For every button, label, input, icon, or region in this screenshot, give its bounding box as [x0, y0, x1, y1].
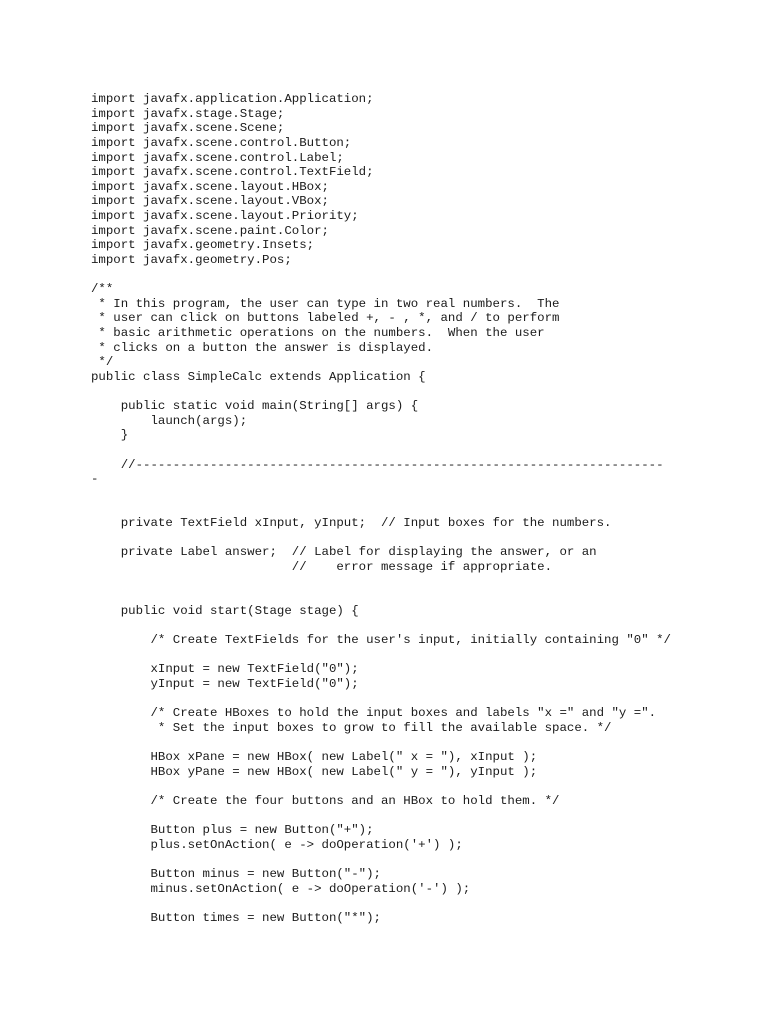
code-line: Button minus = new Button("-");: [91, 867, 381, 882]
code-line: private Label answer; // Label for displaying the answer, or an: [91, 545, 597, 560]
code-line: [91, 575, 671, 590]
code-line: import javafx.scene.layout.Priority;: [91, 209, 359, 223]
code-line: [91, 809, 671, 824]
code-line: [91, 896, 671, 911]
code-line: launch(args);: [91, 413, 248, 428]
code-line: yInput = new TextField("0");: [91, 677, 359, 691]
code-line: [91, 853, 671, 868]
code-line: public static void main(String[] args) {: [91, 399, 419, 414]
code-line: [91, 589, 671, 604]
code-line: [91, 487, 671, 502]
code-line: /**: [91, 282, 114, 297]
code-line: import javafx.scene.control.TextField;: [91, 165, 374, 180]
code-line: * Set the input boxes to grow to fill the available space. */: [91, 720, 612, 735]
code-line: [91, 502, 671, 517]
code-line: }: [91, 428, 129, 443]
code-line: import javafx.application.Application;: [91, 92, 374, 106]
code-line: import javafx.scene.paint.Color;: [91, 223, 329, 238]
code-line: //-----------------------------------------------------------------------: [91, 457, 664, 472]
code-block: [91, 92, 671, 926]
code-line: Button plus = new Button("+");: [91, 823, 374, 838]
code-line: import javafx.geometry.Insets;: [91, 238, 315, 253]
code-line: // error message if appropriate.: [91, 560, 553, 574]
code-line: /* Create the four buttons and an HBox to hold them. */: [91, 794, 560, 808]
code-line: xInput = new TextField("0");: [91, 662, 359, 677]
code-line: */: [91, 355, 114, 370]
code-line: * basic arithmetic operations on the numbers. When the user: [91, 326, 545, 340]
code-line: HBox yPane = new HBox( new Label(" y = "), yInput );: [91, 764, 538, 779]
code-line: import javafx.geometry.Pos;: [91, 252, 292, 267]
code-line: import javafx.scene.layout.VBox;: [91, 194, 329, 209]
code-line: [91, 692, 671, 707]
code-line: [91, 648, 671, 663]
code-line: import javafx.stage.Stage;: [91, 106, 285, 121]
code-line: import javafx.scene.Scene;: [91, 121, 285, 136]
code-line: plus.setOnAction( e -> doOperation('+') );: [91, 837, 463, 852]
code-line: private TextField xInput, yInput; // Input boxes for the numbers.: [91, 516, 612, 531]
code-line: public class SimpleCalc extends Application {: [91, 369, 426, 384]
code-line: Button times = new Button("*");: [91, 911, 381, 925]
code-line: [91, 736, 671, 751]
code-line: [91, 619, 671, 634]
code-line: [91, 268, 671, 283]
code-line: /* Create TextFields for the user's input, initially containing "0" */: [91, 633, 671, 648]
code-line: * In this program, the user can type in two real numbers. The: [91, 296, 560, 311]
code-line: -: [91, 472, 99, 487]
code-line: import javafx.scene.control.Label;: [91, 150, 344, 165]
code-line: minus.setOnAction( e -> doOperation('-') );: [91, 881, 471, 896]
code-line: [91, 385, 671, 400]
code-line: import javafx.scene.control.Button;: [91, 135, 352, 150]
code-line: * clicks on a button the answer is displayed.: [91, 340, 434, 355]
code-line: import javafx.scene.layout.HBox;: [91, 179, 329, 194]
code-line: HBox xPane = new HBox( new Label(" x = "), xInput );: [91, 750, 538, 765]
code-line: [91, 443, 671, 458]
code-line: [91, 779, 671, 794]
code-line: [91, 531, 671, 546]
code-line: * user can click on buttons labeled +, - , *, and / to perform: [91, 311, 560, 326]
code-line: /* Create HBoxes to hold the input boxes and labels "x =" and "y =".: [91, 706, 657, 721]
code-line: public void start(Stage stage) {: [91, 603, 359, 618]
